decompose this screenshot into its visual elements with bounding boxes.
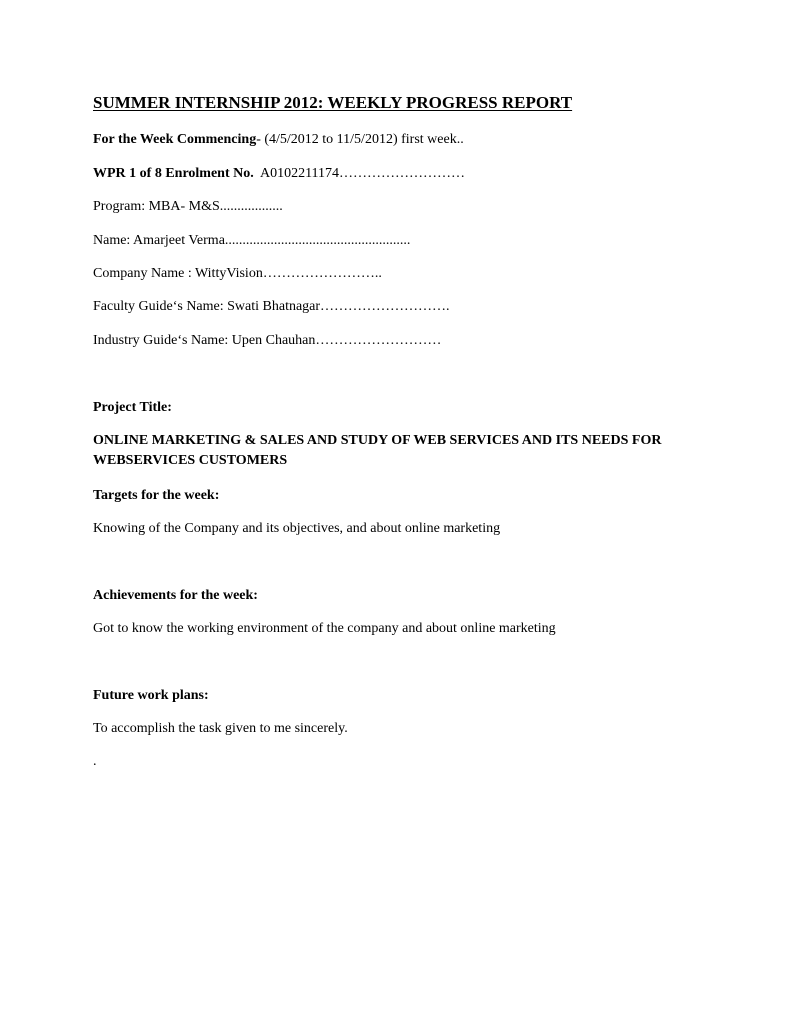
future-plans-heading: Future work plans:	[93, 688, 209, 703]
achievements-heading: Achievements for the week:	[93, 588, 258, 603]
achievements-text: Got to know the working environment of the company and about online marketing	[93, 621, 556, 636]
targets-heading: Targets for the week:	[93, 488, 220, 503]
wpr-line	[93, 165, 465, 182]
targets-text: Knowing of the Company and its objectives, and about online marketing	[93, 521, 501, 536]
week-label: For the Week Commencing	[93, 132, 257, 147]
week-value: - (4/5/2012 to 11/5/2012) first week..	[256, 132, 464, 147]
faculty-guide-line: Faculty Guide‘s Name: Swati Bhatnagar……………………….	[93, 299, 450, 314]
industry-guide-line: Industry Guide‘s Name: Upen Chauhan………………………	[93, 333, 442, 348]
project-title-heading: Project Title:	[93, 400, 172, 415]
future-plans-text: To accomplish the task given to me sincerely.	[93, 721, 348, 736]
student-name-line: Name: Amarjeet Verma.....................................................	[93, 233, 411, 248]
wpr-label: WPR 1 of 8 Enrolment No.	[93, 166, 254, 181]
week-line	[93, 131, 464, 148]
company-name-line: Company Name : WittyVision……………………..	[93, 266, 382, 281]
report-title: SUMMER INTERNSHIP 2012: WEEKLY PROGRESS REPORT	[93, 93, 573, 112]
project-title: ONLINE MARKETING & SALES AND STUDY OF WEB SERVICES AND ITS NEEDS FOR WEBSERVICES CUSTOMERS	[93, 433, 662, 468]
program-line: Program: MBA- M&S..................	[93, 199, 283, 214]
enrolment-number: A0102211174………………………	[259, 166, 466, 181]
trailing-dot: .	[93, 754, 97, 769]
